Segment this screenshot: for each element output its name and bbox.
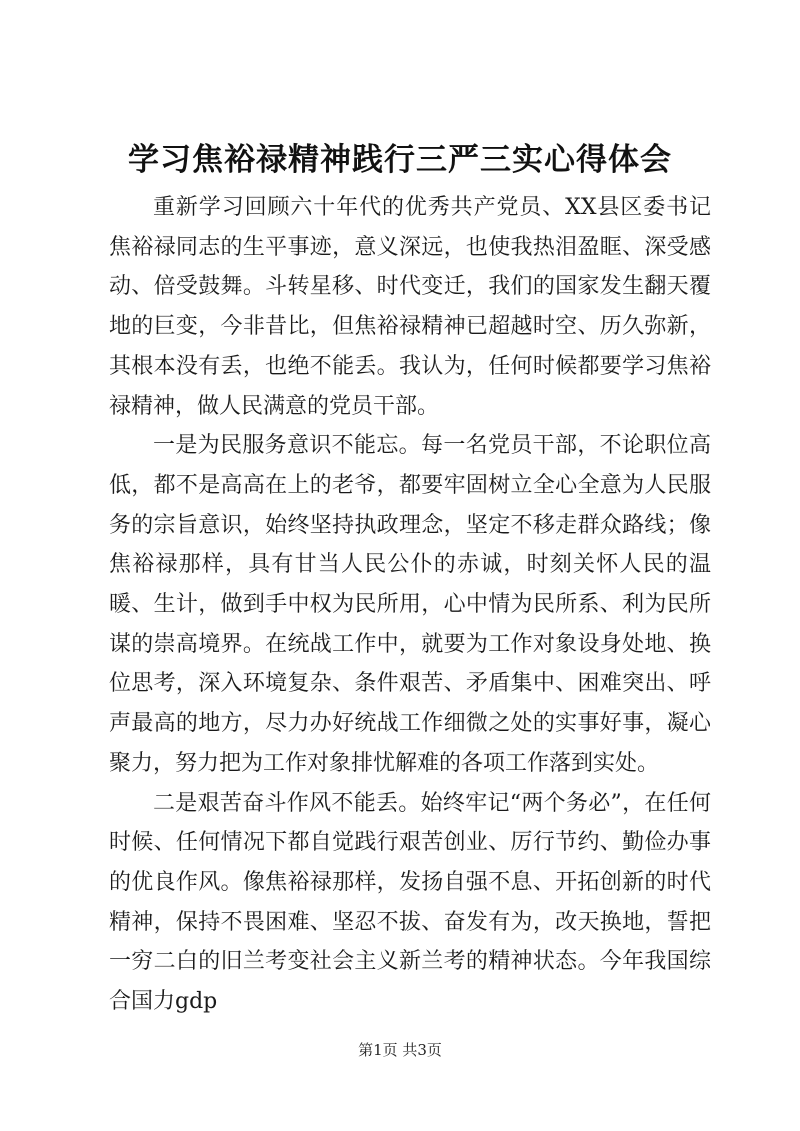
paragraph: 二是艰苦奋斗作风不能丢。始终牢记“两个务必”，在任何时候、任何情况下都自觉践行艰苦创业、厉行节约、勤俭办事的优良作风。像焦裕禄那样，发扬自强不息、开拓创新的时代精神，保持不畏困难、坚忍不拔、奋发有为，改天换地，誓把一穷二白的旧兰考变社会主义新兰考的精神状态。今年我国综合国力gdp	[109, 790, 711, 1015]
page-number-footer: 第1页 共3页	[358, 1041, 442, 1059]
document-title: 学习焦裕禄精神践行三严三实心得体会	[128, 142, 672, 178]
paragraph: 一是为民服务意识不能忘。每一名党员干部，不论职位高低，都不是高高在上的老爷，都要牢固树立全心全意为人民服务的宗旨意识，始终坚持执政理念，坚定不移走群众路线；像焦裕禄那样，具有甘当人民公仆的赤诚，时刻关怀人民的温暖、生计，做到手中权为民所用，心中情为民所系、利为民所谋的崇高境界。在统战工作中，就要为工作对象设身处地、换位思考，深入环境复杂、条件艰苦、矛盾集中、困难突出、呼声最高的地方，尽力办好统战工作细微之处的实事好事，凝心聚力，努力把为工作对象排忧解难的各项工作落到实处。	[109, 433, 711, 776]
paragraph: 重新学习回顾六十年代的优秀共产党员、XX县区委书记焦裕禄同志的生平事迹，意义深远，也使我热泪盈眶、深受感动、倍受鼓舞。斗转星移、时代变迁，我们的国家发生翻天覆地的巨变，今非昔比，但焦裕禄精神已超越时空、历久弥新，其根本没有丢，也绝不能丢。我认为，任何时候都要学习焦裕禄精神，做人民满意的党员干部。	[109, 195, 711, 419]
document-body	[109, 188, 711, 1022]
